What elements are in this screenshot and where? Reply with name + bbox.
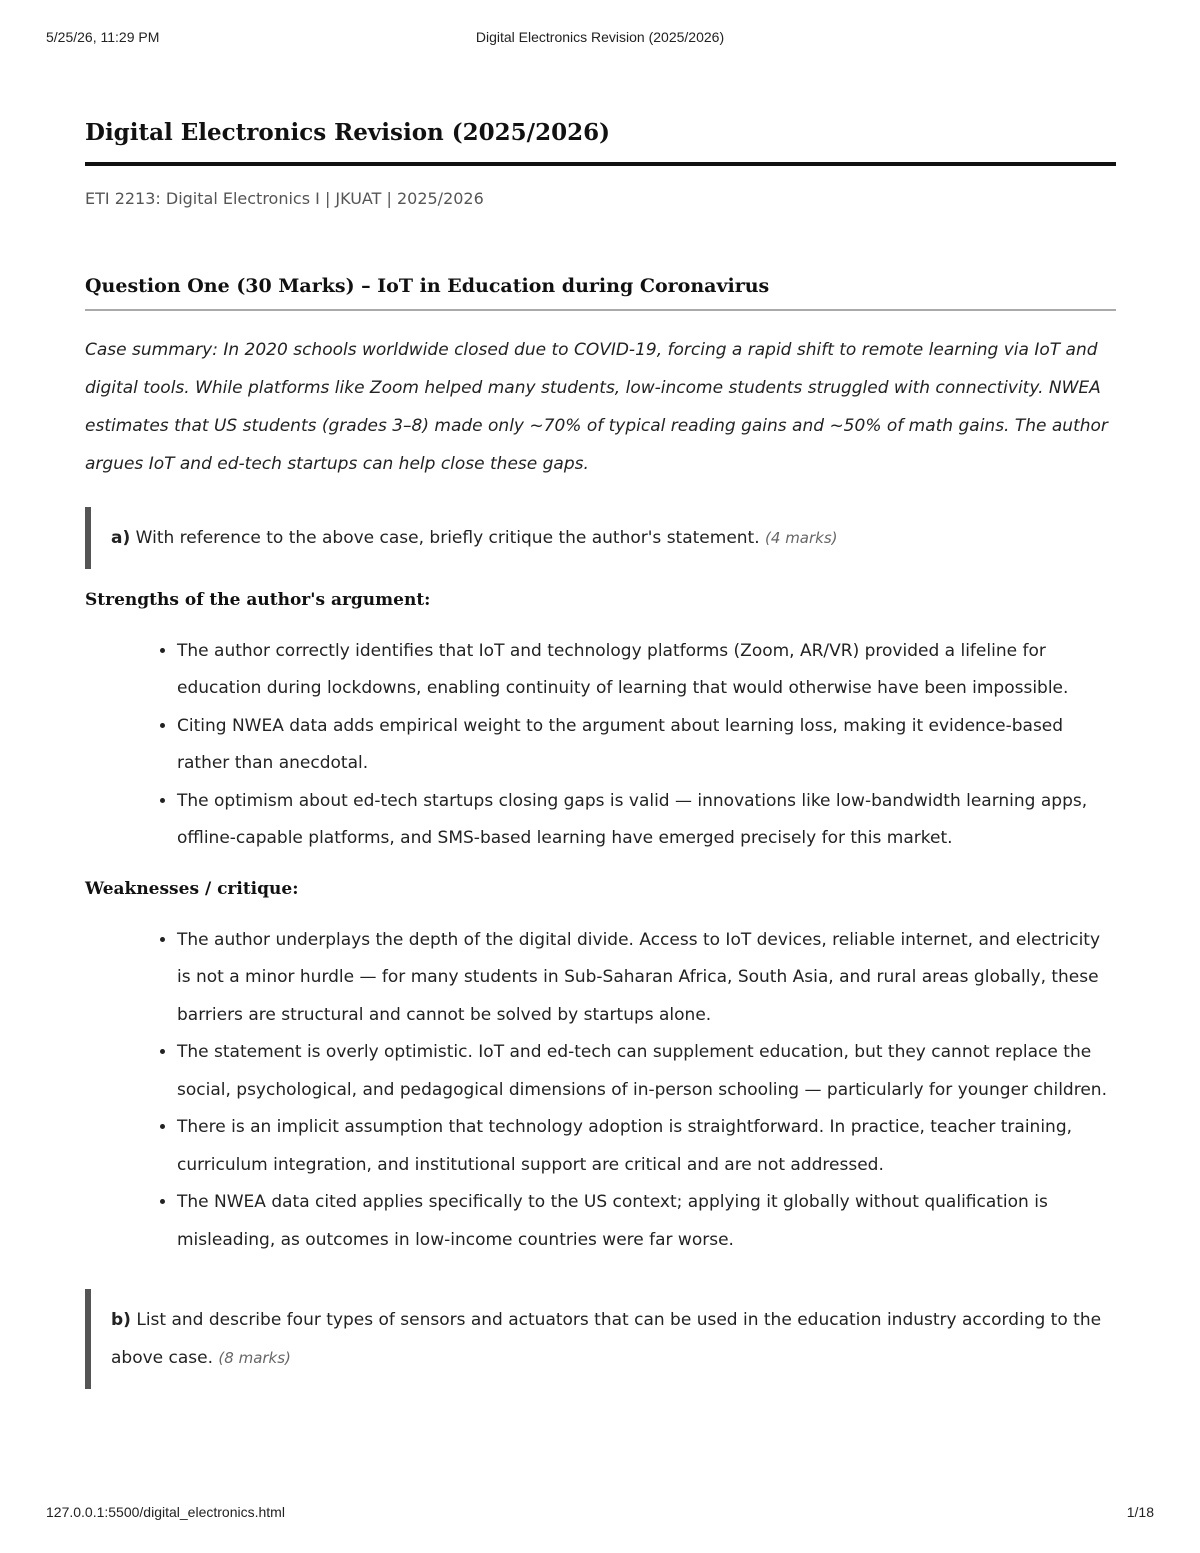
question-part-a: [85, 507, 1116, 569]
list-item: • The author correctly identifies that IoT and technology platforms (Zoom, AR/VR) provided a lifeline for education during lockdowns, enabling continuity of learning that would otherwise have been impossible.: [177, 633, 1116, 708]
question-part-b-label: b): [111, 1310, 131, 1331]
question-part-b-marks: (8 marks): [218, 1349, 291, 1368]
strengths-heading: Strengths of the author's argument:: [85, 589, 431, 610]
print-datetime: 5/25/26, 11:29 PM: [46, 29, 160, 45]
list-item: • The statement is overly optimistic. IoT and ed-tech can supplement education, but they cannot replace the social, psychological, and pedagogical dimensions of in-person schooling — particularly for younger children.: [177, 1034, 1116, 1109]
weaknesses-list: [85, 922, 1116, 1260]
strengths-list: [85, 633, 1116, 858]
question-part-b-text: List and describe four types of sensors and actuators that can be used in the education industry according to the above case.: [111, 1310, 1102, 1369]
print-footer: [46, 1504, 1154, 1524]
list-item: • The NWEA data cited applies specifically to the US context; applying it globally without qualification is misleading, as outcomes in low-income countries were far worse.: [177, 1184, 1116, 1259]
page-number: 1/18: [1126, 1504, 1154, 1520]
print-url: 127.0.0.1:5500/digital_electronics.html: [46, 1504, 285, 1520]
list-item: • Citing NWEA data adds empirical weight to the argument about learning loss, making it evidence-based rather than anecdotal.: [177, 708, 1116, 783]
question-part-a-label: a): [111, 527, 131, 548]
print-header: [46, 29, 1154, 49]
question-part-b: [85, 1289, 1116, 1389]
document-subtitle: ETI 2213: Digital Electronics I | JKUAT | 2025/2026: [85, 188, 484, 208]
list-item: • There is an implicit assumption that technology adoption is straightforward. In practice, teacher training, curriculum integration, and institutional support are critical and are not addressed.: [177, 1109, 1116, 1184]
print-page-title: Digital Electronics Revision (2025/2026): [475, 29, 725, 45]
question-one-heading: Question One (30 Marks) – IoT in Education during Coronavirus: [85, 274, 1116, 311]
question-part-a-marks: (4 marks): [765, 528, 838, 547]
question-part-a-text: With reference to the above case, briefly critique the author's statement.: [130, 527, 766, 548]
document-content: [85, 118, 1116, 1389]
list-item: • The optimism about ed-tech startups closing gaps is valid — innovations like low-bandwidth learning apps, offline-capable platforms, and SMS-based learning have emerged precisely for this market.: [177, 783, 1116, 858]
list-item: • The author underplays the depth of the digital divide. Access to IoT devices, reliable internet, and electricity is not a minor hurdle — for many students in Sub-Saharan Africa, South Asia, and rural areas globally, these barriers are structural and cannot be solved by startups alone.: [177, 922, 1116, 1035]
case-summary: Case summary: In 2020 schools worldwide closed due to COVID-19, forcing a rapid shift to remote learning via IoT and digital tools. While platforms like Zoom helped many students, low-income students struggled with connectivity. NWEA estimates that US students (grades 3–8) made only ~70% of typical reading gains and ~50% of math gains. The author argues IoT and ed-tech startups can help close these gaps.: [85, 339, 1108, 474]
document-title: Digital Electronics Revision (2025/2026): [85, 118, 1116, 166]
weaknesses-heading: Weaknesses / critique:: [85, 878, 299, 899]
